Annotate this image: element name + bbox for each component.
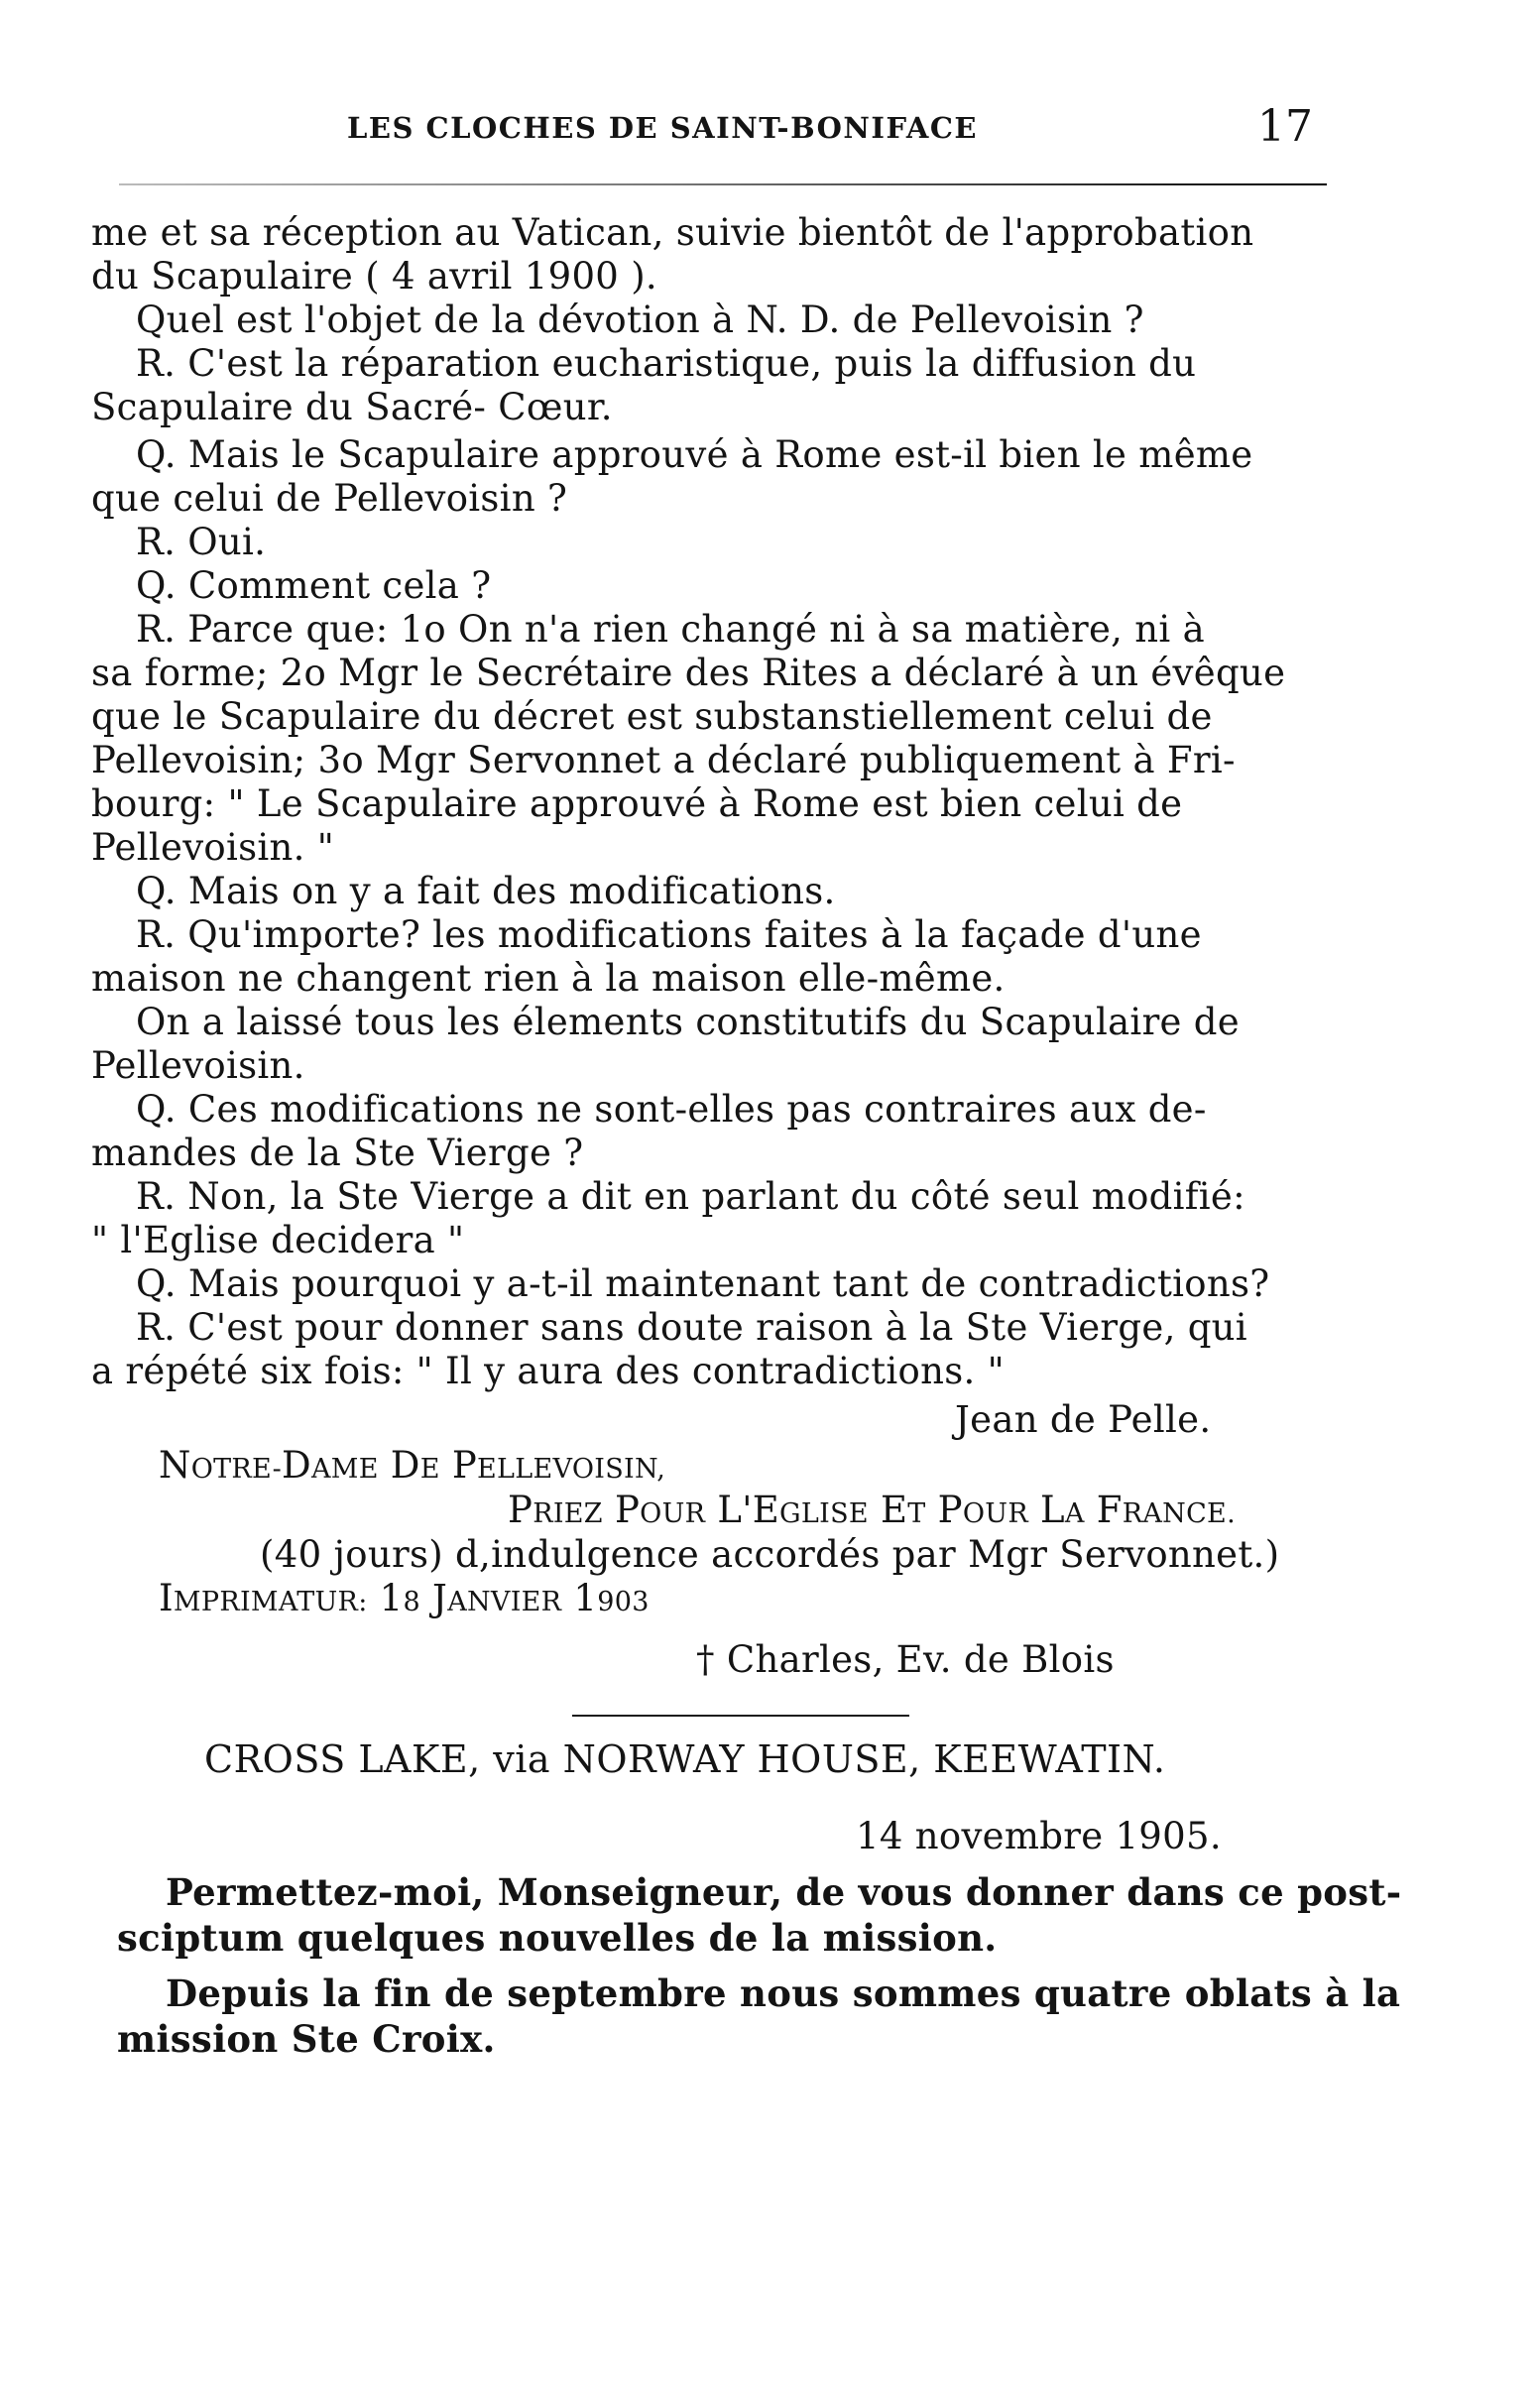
body-line: me et sa réception au Vatican, suivie bientôt de l'approbation	[91, 211, 1254, 254]
indulgence-line: (40 jours) d,indulgence accordés par Mgr Servonnet.)	[260, 1533, 1280, 1576]
body-line: R. Oui.	[136, 521, 267, 563]
letter-heading: CROSS LAKE, via NORWAY HOUSE, KEEWATIN.	[204, 1737, 1166, 1781]
body-line: Pellevoisin.	[91, 1044, 305, 1087]
letter-line: Permettez-moi, Monseigneur, de vous donner dans ce post-	[166, 1870, 1402, 1914]
body-line: maison ne changent rien à la maison elle-même.	[91, 957, 1006, 1000]
body-line: que le Scapulaire du décret est substanstiellement celui de	[91, 695, 1213, 738]
body-line: Pellevoisin; 3o Mgr Servonnet a déclaré publiquement à Fri-	[91, 739, 1236, 781]
body-line: " l'Eglise decidera "	[91, 1219, 465, 1261]
body-line: Q. Mais pourquoi y a-t-il maintenant tant de contradictions?	[136, 1262, 1270, 1305]
body-line: que celui de Pellevoisin ?	[91, 477, 568, 520]
section-divider	[572, 1715, 909, 1717]
header-rule	[119, 183, 1327, 185]
invocation-line: PRIEZ POUR L'EGLISE ET POUR LA FRANCE.	[508, 1489, 1236, 1531]
running-header: LES CLOCHES DE SAINT-BONIFACE	[347, 111, 979, 145]
body-line: Q. Mais le Scapulaire approuvé à Rome est-il bien le même	[136, 433, 1253, 476]
body-line: Q. Ces modifications ne sont-elles pas contraires aux de-	[136, 1088, 1207, 1131]
body-line: sa forme; 2o Mgr le Secrétaire des Rites a déclaré à un évêque	[91, 652, 1286, 694]
body-line: a répété six fois: " Il y aura des contradictions. "	[91, 1350, 1005, 1392]
body-line: du Scapulaire ( 4 avril 1900 ).	[91, 255, 657, 298]
body-line: R. Parce que: 1o On n'a rien changé ni à sa matière, ni à	[136, 608, 1205, 651]
body-line: Scapulaire du Sacré- Cœur.	[91, 386, 613, 428]
body-line: R. Non, la Ste Vierge a dit en parlant du côté seul modifié:	[136, 1175, 1245, 1218]
letter-date: 14 novembre 1905.	[856, 1815, 1222, 1857]
body-line: Q. Mais on y a fait des modifications.	[136, 870, 836, 912]
invocation-line: NOTRE-DAME DE PELLEVOISIN,	[159, 1444, 666, 1487]
body-line: R. C'est la réparation eucharistique, puis la diffusion du	[136, 342, 1197, 385]
body-line: bourg: " Le Scapulaire approuvé à Rome est bien celui de	[91, 782, 1183, 825]
bishop-signature: † Charles, Ev. de Blois	[696, 1638, 1115, 1681]
body-line: On a laissé tous les élements constitutifs du Scapulaire de	[136, 1001, 1240, 1043]
body-line: R. C'est pour donner sans doute raison à la Ste Vierge, qui	[136, 1306, 1247, 1349]
letter-line: mission Ste Croix.	[117, 2017, 496, 2061]
imprimatur-line: IMPRIMATUR: 18 JANVIER 1903	[159, 1577, 650, 1619]
letter-line: sciptum quelques nouvelles de la mission.	[117, 1916, 998, 1960]
letter-line: Depuis la fin de septembre nous sommes quatre oblats à la	[166, 1971, 1401, 2015]
body-line: R. Qu'importe? les modifications faites à la façade d'une	[136, 913, 1202, 956]
body-line: mandes de la Ste Vierge ?	[91, 1132, 584, 1174]
body-line: Q. Comment cela ?	[136, 564, 492, 607]
author-signature: Jean de Pelle.	[955, 1398, 1212, 1441]
page-number: 17	[1257, 101, 1313, 152]
body-line: Quel est l'objet de la dévotion à N. D. de Pellevoisin ?	[136, 299, 1144, 341]
body-line: Pellevoisin. "	[91, 826, 335, 869]
